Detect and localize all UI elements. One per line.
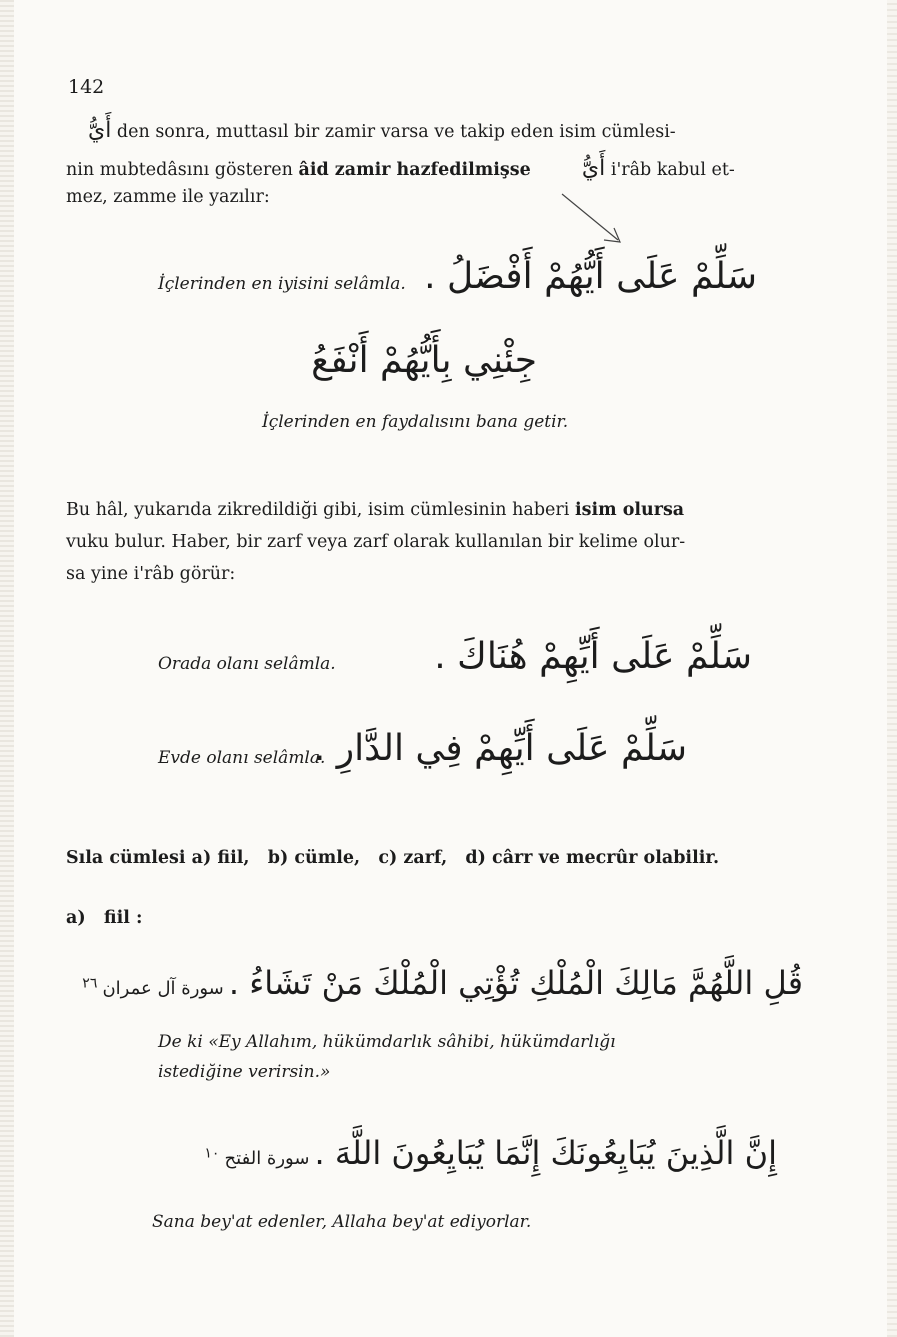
paragraph-2-line-1-text: Bu hâl, yukarıda zikredildiği gibi, isim cümlesinin haberi [66,500,570,520]
paragraph-2-line-2: vuku bulur. Haber, bir zarf veya zarf olarak kullanılan bir kelime olur- [66,532,686,552]
arabic-ayyu-2: أَيُّ [581,156,606,181]
example-1-translation: İçlerinden en iyisini selâmla. [158,274,406,294]
verse-2-num: ١٠ [204,1145,220,1162]
scan-edge-left [0,0,14,1337]
verse-1-translation-line-2: istediğine verirsin.» [158,1062,331,1082]
intro-line-2 [66,156,735,181]
verse-2 [204,1134,777,1172]
scan-edge-right [887,0,897,1337]
intro-line-2-bold: âid zamir hazfedilmişse [298,160,531,180]
example-4-translation: Evde olanı selâmla. [158,748,326,768]
sila-label: Sıla cümlesi [66,848,186,868]
paragraph-2-line-1 [66,500,684,520]
paragraph-2-line-3: sa yine i'râb görür: [66,564,236,584]
example-2-translation: İçlerinden en faydalısını bana getir. [262,412,569,432]
sila-items: a) fiil, b) cümle, c) zarf, d) cârr ve mecrûr olabilir. [191,848,720,868]
verse-1 [82,964,803,1002]
verse-1-arabic: قُلِ اللَّهُمَّ مَالِكَ الْمُلْكِ تُؤْتِي الْمُلْكَ مَنْ تَشَاءُ . [228,964,803,1002]
verse-1-num: ٢٦ [82,975,98,992]
intro-line-2-text-b: i'râb kabul et- [610,160,735,180]
example-4-arabic: سَلِّمْ عَلَى أَيِّهِمْ فِي الدَّارِ . [313,728,687,769]
intro-line-1 [88,118,676,143]
arabic-ayyu-1: أَيُّ [88,118,112,143]
example-3-arabic: سَلِّمْ عَلَى أَيِّهِمْ هُنَاكَ . [434,636,752,677]
intro-line-2-text-a: nin mubtedâsını gösteren [66,160,293,180]
verse-1-translation-line-1: De ki «Ey Allahım, hükümdarlık sâhibi, hükümdarlığı [158,1032,616,1052]
example-2-arabic: جِئْنِي بِأَيُّهُمْ أَنْفَعُ [311,340,537,381]
page-number: 142 [68,76,105,98]
sila-line [66,848,719,868]
example-3-translation: Orada olanı selâmla. [158,654,336,674]
verse-2-translation: Sana bey'at edenler, Allaha bey'at ediyorlar. [152,1212,532,1232]
example-1-arabic: سَلِّمْ عَلَى أَيُّهُمْ أَفْضَلُ . [424,256,757,297]
section-a-heading: a) fiil : [66,908,143,928]
verse-1-ref: سورة آل عمران [102,978,224,999]
intro-line-3: mez, zamme ile yazılır: [66,187,270,207]
pointer-arrow-icon [560,190,630,250]
intro-line-1-text: den sonra, muttasıl bir zamir varsa ve takip eden isim cümlesi- [116,122,676,142]
paragraph-2-line-1-bold: isim olursa [574,500,685,520]
verse-2-arabic: إِنَّ الَّذِينَ يُبَايِعُونَكَ إِنَّمَا يُبَايِعُونَ اللَّهَ . [314,1134,777,1172]
verse-2-ref: سورة الفتح [224,1148,310,1169]
